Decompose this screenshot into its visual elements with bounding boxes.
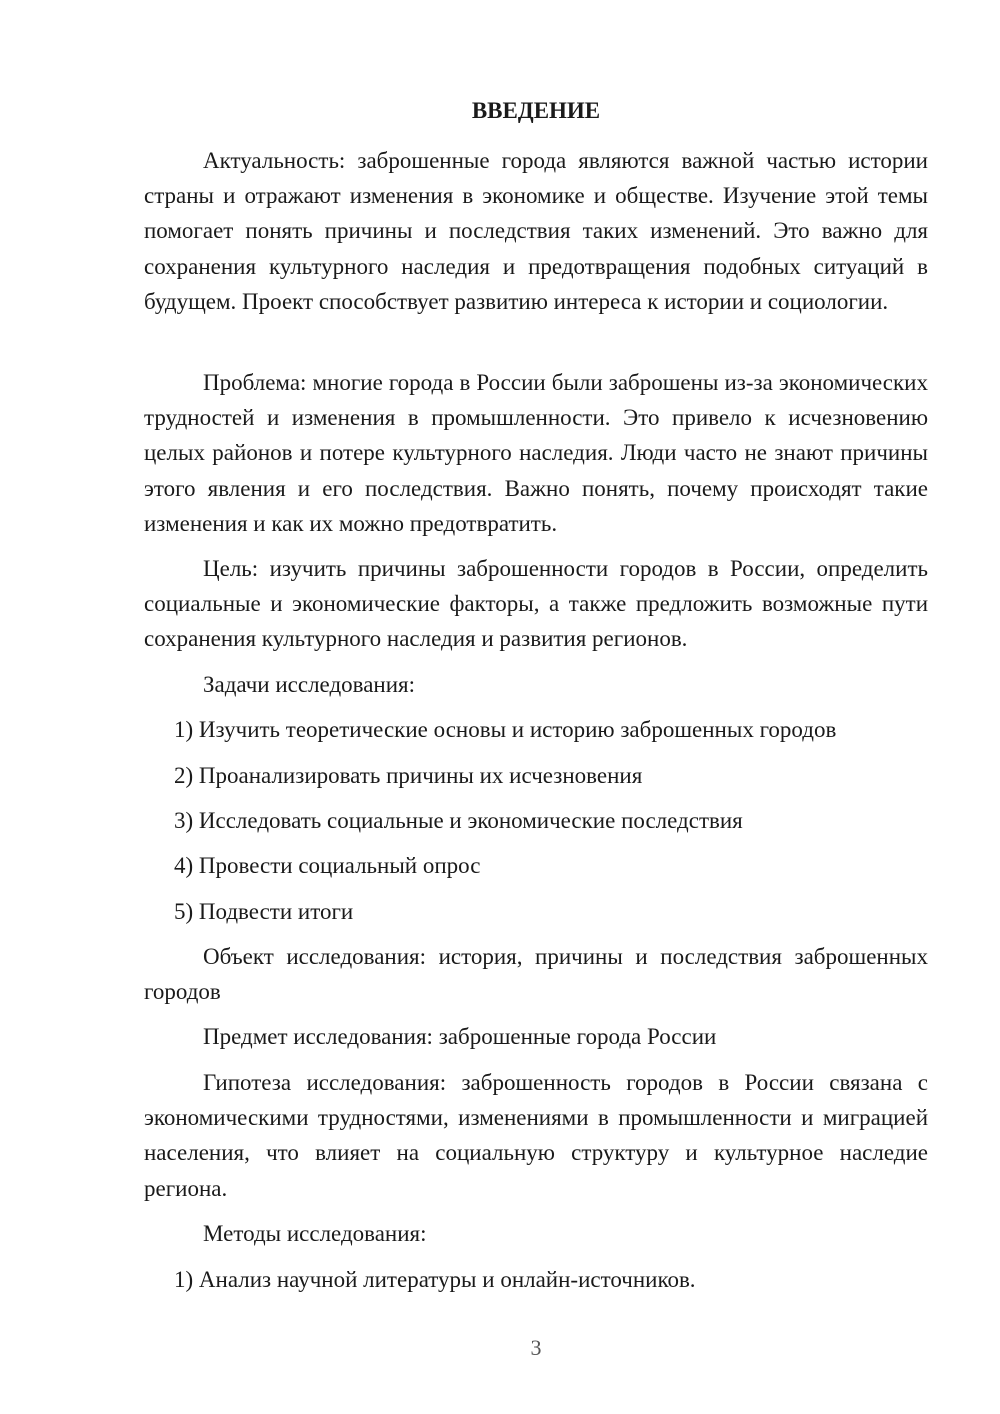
hypothesis-paragraph: Гипотеза исследования: заброшенность городов в России связана с экономическими трудностями, изменениями в промышленности и миграцией населения, что влияет на социальную структуру и культурное наследие региона. [144, 1070, 928, 1201]
problem-paragraph: Проблема: многие города в России были заброшены из-за экономических трудностей и изменения в промышленности. Это привело к исчезновению целых районов и потере культурного наследия. Люди часто не знают причины этого явления и его последствия. Важно понять, почему происходят такие изменения и как их можно предотвратить. [144, 370, 928, 536]
task-item: 1) Изучить теоретические основы и историю заброшенных городов [174, 717, 837, 742]
task-item: 2) Проанализировать причины их исчезновения [174, 763, 643, 788]
page-title: ВВЕДЕНИЕ [471, 98, 601, 123]
tasks-heading: Задачи исследования: [203, 672, 416, 697]
goal-paragraph: Цель: изучить причины заброшенности городов в России, определить социальные и экономические факторы, а также предложить возможные пути сохранения культурного наследия и развития регионов. [144, 556, 928, 652]
task-item: 4) Провести социальный опрос [174, 853, 481, 878]
relevance-paragraph: Актуальность: заброшенные города являются важной частью истории страны и отражают изменения в экономике и обществе. Изучение этой темы помогает понять причины и последствия таких изменений. Это важно для сохранения культурного наследия и предотвращения подобных ситуаций в будущем. Проект способствует развитию интереса к истории и социологии. [144, 148, 928, 314]
page-number: 3 [530, 1335, 542, 1360]
subject-paragraph: Предмет исследования: заброшенные города России [203, 1024, 717, 1049]
method-item: 1) Анализ научной литературы и онлайн-источников. [174, 1267, 696, 1292]
task-item: 5) Подвести итоги [174, 899, 354, 924]
task-item: 3) Исследовать социальные и экономические последствия [174, 808, 743, 833]
object-paragraph: Объект исследования: история, причины и последствия заброшенных городов [144, 944, 928, 1005]
methods-heading: Методы исследования: [203, 1221, 427, 1246]
